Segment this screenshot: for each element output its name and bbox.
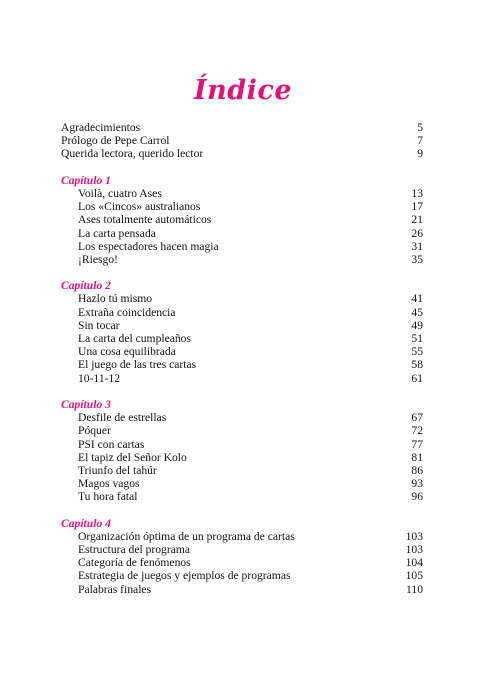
toc-entry [61, 438, 423, 451]
toc-entry [61, 477, 423, 490]
toc-entry-title: Póquer [78, 424, 111, 438]
toc-entry [61, 227, 423, 240]
toc-entry-title: 10-11-12 [78, 371, 121, 385]
toc-entry-title: Desfile de estrellas [78, 411, 167, 425]
toc-entry-page-number: 86 [411, 463, 423, 477]
toc-entry-page-number: 31 [411, 239, 423, 253]
toc-entry [61, 332, 423, 345]
toc-entry [61, 569, 423, 582]
toc-entry-page-number: 105 [405, 569, 423, 583]
toc-entry-page-number: 61 [411, 371, 423, 385]
toc-entry [61, 292, 423, 305]
toc-entry-title: Ases totalmente automáticos [78, 213, 212, 227]
toc-entry-page-number: 26 [411, 226, 423, 240]
toc-entry-title: Hazlo tú mismo [78, 292, 153, 306]
toc-entry-title: Organización óptima de un programa de cartas [78, 529, 295, 543]
toc-entry-title: Los «Cincos» australianos [78, 200, 201, 214]
toc-entry [61, 464, 423, 477]
toc-entry-title: Estructura del programa [78, 543, 191, 556]
toc-entry [61, 358, 423, 371]
table-of-contents [61, 121, 423, 596]
chapter-heading: Capítulo 3 [61, 397, 111, 411]
toc-entry-page-number: 110 [406, 582, 423, 596]
toc-entry-page-number: 72 [411, 424, 423, 438]
toc-entry [61, 147, 423, 160]
toc-entry-title: El juego de las tres cartas [78, 358, 197, 372]
chapter-heading: Capítulo 2 [61, 279, 111, 293]
toc-entry-page-number: 17 [411, 200, 423, 214]
toc-entry [61, 490, 423, 503]
toc-entry-title: Los espectadores hacen magia [78, 239, 219, 253]
toc-entry-page-number: 96 [411, 490, 423, 504]
toc-entry [61, 424, 423, 437]
toc-entry-title: Sin tocar [78, 318, 120, 332]
toc-entry-page-number: 103 [405, 529, 423, 543]
toc-entry-page-number: 93 [411, 477, 423, 491]
chapter-heading: Capítulo 4 [61, 516, 111, 530]
toc-entry [61, 187, 423, 200]
toc-entry-title: Tu hora fatal [78, 490, 138, 504]
toc-entry-title: El tapiz del Señor Kolo [78, 450, 187, 464]
toc-entry-title: Categoría de fenómenos [78, 556, 191, 570]
toc-entry-title: Querida lectora, querido lector [61, 147, 204, 161]
toc-entry-title: Prólogo de Pepe Carrol [61, 134, 170, 148]
toc-entry-page-number: 13 [411, 186, 423, 200]
toc-entry [61, 213, 423, 226]
toc-entry-title: La carta del cumpleaños [78, 332, 191, 345]
toc-entry [61, 372, 423, 385]
toc-entry [61, 306, 423, 319]
toc-entry [61, 451, 423, 464]
chapter-section [61, 279, 423, 385]
toc-entry [61, 240, 423, 253]
toc-entry [61, 253, 423, 266]
toc-entry-page-number: 21 [411, 213, 423, 227]
toc-entry [61, 530, 423, 543]
toc-entry-page-number: 49 [411, 318, 423, 332]
toc-entry-page-number: 104 [405, 556, 423, 570]
toc-entry-title: Palabras finales [78, 582, 152, 596]
toc-entry-title: La carta pensada [78, 226, 156, 240]
toc-entry-page-number: 45 [411, 305, 423, 319]
toc-entry-title: Triunfo del tahúr [78, 463, 157, 477]
toc-entry [61, 583, 423, 596]
toc-entry-page-number: 9 [417, 147, 423, 161]
toc-entry-title: Voilà, cuatro Ases [78, 186, 162, 200]
toc-entry-title: PSI con cartas [78, 437, 145, 451]
toc-entry-title: Una cosa equilibrada [78, 345, 176, 359]
toc-entry [61, 134, 423, 147]
chapter-section [61, 174, 423, 266]
toc-entry-page-number: 67 [411, 411, 423, 425]
toc-entry-title: Estrategia de juegos y ejemplos de programas [78, 569, 291, 583]
toc-entry-page-number: 81 [411, 450, 423, 464]
toc-entry [61, 411, 423, 424]
chapter-section [61, 517, 423, 596]
toc-entry-page-number: 58 [411, 358, 423, 372]
toc-entry [61, 200, 423, 213]
toc-entry-title: Agradecimientos [61, 121, 141, 134]
page-title: Índice [193, 75, 292, 106]
toc-entry-page-number: 35 [411, 252, 423, 266]
toc-entry-title: ¡Riesgo! [78, 252, 118, 266]
chapter-section [61, 398, 423, 504]
toc-entry [61, 319, 423, 332]
toc-entry-page-number: 41 [411, 292, 423, 306]
chapters-list [61, 174, 423, 596]
toc-entry [61, 556, 423, 569]
toc-entry [61, 121, 423, 134]
front-matter-list [61, 121, 423, 161]
toc-entry-page-number: 5 [417, 121, 423, 134]
toc-entry-page-number: 55 [411, 345, 423, 359]
chapter-heading: Capítulo 1 [61, 173, 111, 187]
toc-entry [61, 345, 423, 358]
toc-entry-title: Magos vagos [78, 477, 140, 491]
toc-entry-page-number: 77 [411, 437, 423, 451]
toc-entry-title: Extraña coincidencia [78, 305, 176, 319]
toc-entry-page-number: 51 [411, 332, 423, 345]
toc-entry-page-number: 7 [417, 134, 423, 148]
toc-entry-page-number: 103 [405, 543, 423, 556]
toc-entry [61, 543, 423, 556]
